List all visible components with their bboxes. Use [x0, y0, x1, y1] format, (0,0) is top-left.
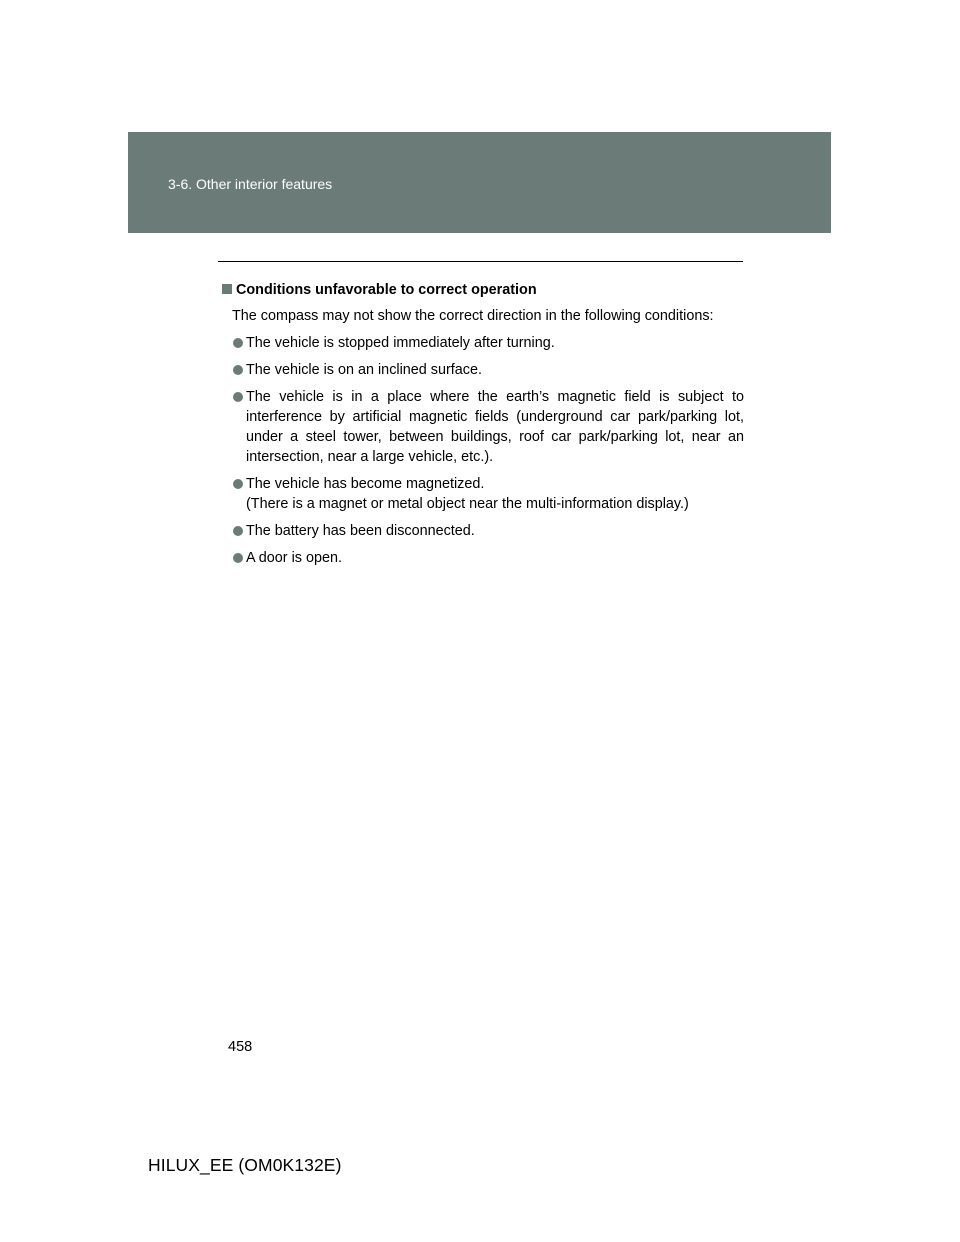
- round-bullet-icon: [233, 365, 243, 375]
- conditions-list: [222, 333, 744, 568]
- document-code: HILUX_EE (OM0K132E): [148, 1155, 342, 1175]
- page-number: 458: [228, 1039, 253, 1055]
- list-item-text: The battery has been disconnected.: [246, 523, 475, 539]
- page-content: [222, 280, 744, 575]
- list-item: [222, 521, 744, 541]
- section-divider: [218, 261, 743, 262]
- round-bullet-icon: [233, 526, 243, 536]
- round-bullet-icon: [233, 392, 243, 402]
- list-item-text: The vehicle is in a place where the earth’s magnetic field is subject to interference by artificial magnetic fields (underground car park/parking lot, under a steel tower, between buildings, roof car park/parking lot, near an intersection, near a large vehicle, etc.).: [246, 389, 744, 465]
- round-bullet-icon: [233, 479, 243, 489]
- list-item: [222, 548, 744, 568]
- square-bullet-icon: [222, 284, 232, 294]
- round-bullet-icon: [233, 553, 243, 563]
- intro-paragraph: The compass may not show the correct direction in the following conditions:: [232, 308, 714, 324]
- list-item-text: A door is open.: [246, 550, 343, 566]
- list-item-text: The vehicle is on an inclined surface.: [246, 362, 482, 378]
- list-item-note: (There is a magnet or metal object near the multi-information display.): [246, 496, 689, 512]
- subsection-heading: [222, 280, 744, 300]
- list-item: [222, 474, 744, 514]
- list-item: [222, 333, 744, 353]
- list-item: [222, 360, 744, 380]
- list-item-text: The vehicle is stopped immediately after turning.: [246, 335, 555, 351]
- subsection-heading-text: Conditions unfavorable to correct operation: [236, 282, 537, 298]
- section-label: 3-6. Other interior features: [168, 176, 333, 192]
- list-item: [222, 387, 744, 467]
- list-item-text: The vehicle has become magnetized.: [246, 476, 485, 492]
- round-bullet-icon: [233, 338, 243, 348]
- section-header-band: [128, 132, 831, 233]
